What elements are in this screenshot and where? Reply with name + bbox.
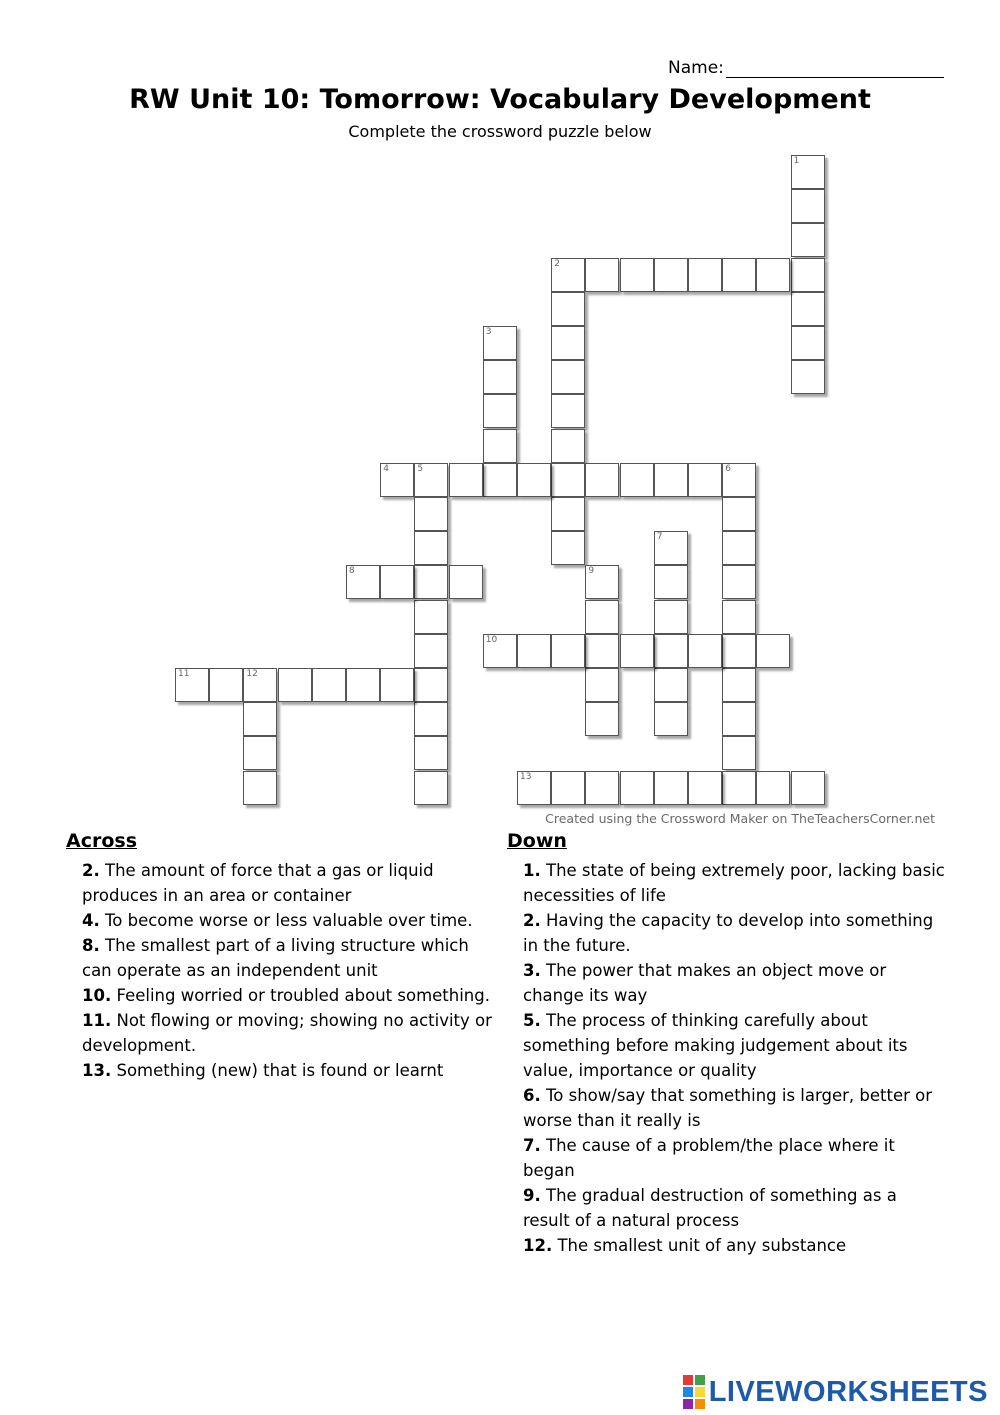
crossword-cell[interactable]: [585, 702, 619, 736]
crossword-cell[interactable]: [791, 360, 825, 394]
crossword-cell[interactable]: [791, 771, 825, 805]
across-clue: [82, 983, 496, 1008]
crossword-cell[interactable]: [483, 634, 517, 668]
crossword-cell[interactable]: [722, 258, 756, 292]
crossword-cell[interactable]: [654, 668, 688, 702]
crossword-cell[interactable]: [791, 292, 825, 326]
name-line[interactable]: [726, 59, 944, 78]
logo-block: [683, 1399, 693, 1409]
crossword-cell[interactable]: [414, 497, 448, 531]
crossword-cell[interactable]: [791, 258, 825, 292]
clue-num: 13.: [82, 1061, 112, 1080]
clue-number: 7: [656, 532, 663, 543]
clue-number: 4: [383, 463, 389, 474]
crossword-cell[interactable]: [551, 463, 585, 497]
crossword-cell[interactable]: [175, 668, 209, 702]
crossword-cell[interactable]: [243, 668, 277, 702]
across-heading: Across: [66, 830, 138, 852]
clue-number: 6: [725, 463, 731, 474]
down-clues: [507, 830, 947, 1258]
crossword-cell[interactable]: [722, 531, 756, 565]
crossword-cell[interactable]: [791, 189, 825, 223]
clue-number: 13: [520, 771, 532, 782]
crossword-cell[interactable]: [585, 258, 619, 292]
crossword-cell[interactable]: [414, 736, 448, 770]
down-clue: [523, 1233, 947, 1258]
crossword-cell[interactable]: [585, 634, 619, 668]
crossword-cell[interactable]: [585, 668, 619, 702]
crossword-cell[interactable]: [551, 292, 585, 326]
crossword-cell[interactable]: [483, 429, 517, 463]
crossword-cell[interactable]: [654, 771, 688, 805]
crossword-cell[interactable]: [380, 668, 414, 702]
worksheet-title: RW Unit 10: Tomorrow: Vocabulary Development: [129, 84, 871, 115]
crossword-cell[interactable]: [517, 463, 551, 497]
crossword-cell[interactable]: [688, 771, 722, 805]
crossword-cell[interactable]: [654, 531, 688, 565]
clue-num: 10.: [82, 986, 112, 1005]
crossword-cell[interactable]: [551, 258, 585, 292]
down-clue: [523, 1008, 947, 1083]
crossword-cell[interactable]: [243, 702, 277, 736]
crossword-cell[interactable]: [483, 326, 517, 360]
across-clue: [82, 858, 496, 908]
crossword-cell[interactable]: [722, 463, 756, 497]
clue-text: The smallest unit of any substance: [552, 1236, 847, 1255]
clue-number: 8: [349, 566, 355, 577]
crossword-cell[interactable]: [449, 463, 483, 497]
crossword-cell[interactable]: [483, 360, 517, 394]
crossword-cell[interactable]: [312, 668, 346, 702]
crossword-cell[interactable]: [654, 463, 688, 497]
clue-text: Something (new) that is found or learnt: [111, 1061, 444, 1080]
crossword-cell[interactable]: [756, 258, 790, 292]
clue-number: 11: [178, 669, 190, 679]
crossword-cell[interactable]: [654, 702, 688, 736]
across-clue: [82, 1008, 496, 1058]
logo-block: [695, 1399, 705, 1409]
crossword-cell[interactable]: [414, 634, 448, 668]
crossword-cell[interactable]: [722, 634, 756, 668]
clue-text: The state of being extremely poor, lacking basic necessities of life: [523, 861, 945, 905]
crossword-cell[interactable]: [243, 736, 277, 770]
crossword-cell[interactable]: [585, 771, 619, 805]
footer-logo: [683, 1375, 988, 1409]
crossword-cell[interactable]: [551, 771, 585, 805]
logo-block: [695, 1387, 705, 1397]
clue-num: 8.: [82, 936, 100, 955]
clue-num: 4.: [82, 911, 100, 930]
crossword-cell[interactable]: [688, 463, 722, 497]
clue-text: Having the capacity to develop into something in the future.: [523, 911, 934, 955]
crossword-cell[interactable]: [620, 771, 654, 805]
clue-number: 12: [246, 669, 258, 679]
crossword-cell[interactable]: [414, 668, 448, 702]
crossword-cell[interactable]: [278, 668, 312, 702]
clue-num: 2.: [82, 861, 100, 880]
crossword-cell[interactable]: [414, 771, 448, 805]
crossword-cell[interactable]: [585, 600, 619, 634]
worksheet-subtitle: Complete the crossword puzzle below: [348, 122, 652, 141]
clue-number: 1: [793, 156, 800, 166]
crossword-cell[interactable]: [722, 702, 756, 736]
crossword-cell[interactable]: [483, 394, 517, 428]
crossword-cell[interactable]: [414, 565, 448, 599]
crossword-cell[interactable]: [551, 531, 585, 565]
crossword-cell[interactable]: [620, 463, 654, 497]
crossword-cell[interactable]: [791, 326, 825, 360]
across-clue: [82, 933, 496, 983]
crossword-cell[interactable]: [585, 463, 619, 497]
clue-number: 10: [485, 634, 498, 645]
crossword-cell[interactable]: [688, 634, 722, 668]
logo-block: [683, 1387, 693, 1397]
crossword-cell[interactable]: [380, 463, 414, 497]
down-clue-list: [507, 858, 947, 1258]
clue-text: The smallest part of a living structure which can operate as an independent unit: [82, 936, 469, 980]
clue-text: The gradual destruction of something as a result of a natural process: [523, 1186, 897, 1230]
crossword-cell[interactable]: [517, 634, 551, 668]
down-clue: [523, 1183, 947, 1233]
logo-icon: [683, 1375, 705, 1409]
brand-name: LIVEWORKSHEETS: [708, 1375, 988, 1408]
crossword-cell[interactable]: [722, 668, 756, 702]
crossword-cell[interactable]: [756, 634, 790, 668]
crossword-cell[interactable]: [414, 702, 448, 736]
crossword-cell[interactable]: [414, 463, 448, 497]
crossword-cell[interactable]: [346, 668, 380, 702]
crossword-cell[interactable]: [551, 326, 585, 360]
down-clue: [523, 1133, 947, 1183]
down-clue: [523, 958, 947, 1008]
across-clue: [82, 1058, 496, 1083]
clue-num: 6.: [523, 1086, 541, 1105]
crossword-cell[interactable]: [551, 360, 585, 394]
clue-text: To show/say that something is larger, better or worse than it really is: [523, 1086, 933, 1130]
crossword-cell[interactable]: [414, 531, 448, 565]
clue-text: The process of thinking carefully about something before making judgement about its value, importance or quality: [523, 1011, 908, 1080]
clue-number: 2: [554, 258, 560, 269]
crossword-cell[interactable]: [722, 771, 756, 805]
crossword-cell[interactable]: [346, 565, 380, 599]
crossword-cell[interactable]: [551, 497, 585, 531]
clue-text: Feeling worried or troubled about something.: [111, 986, 490, 1005]
clue-text: The power that makes an object move or change its way: [523, 961, 887, 1005]
crossword-cell[interactable]: [722, 736, 756, 770]
crossword-cell[interactable]: [654, 600, 688, 634]
clue-num: 7.: [523, 1136, 541, 1155]
crossword-cell[interactable]: [654, 565, 688, 599]
crossword-cell[interactable]: [756, 771, 790, 805]
clue-text: Not flowing or moving; showing no activity or development.: [82, 1011, 492, 1055]
crossword-cell[interactable]: [585, 565, 619, 599]
across-clues: [66, 830, 496, 1083]
crossword-cell[interactable]: [380, 565, 414, 599]
crossword-cell[interactable]: [654, 634, 688, 668]
crossword-cell[interactable]: [517, 771, 551, 805]
crossword-cell[interactable]: [791, 155, 825, 189]
clue-num: 1.: [523, 861, 541, 880]
crossword-cell[interactable]: [551, 429, 585, 463]
crossword-cell[interactable]: [722, 565, 756, 599]
clue-num: 9.: [523, 1186, 541, 1205]
clue-number: 3: [485, 327, 492, 337]
crossword-cell[interactable]: [722, 600, 756, 634]
clue-text: The cause of a problem/the place where it began: [523, 1136, 895, 1180]
crossword-cell[interactable]: [654, 258, 688, 292]
crossword-cell[interactable]: [722, 497, 756, 531]
down-clue: [523, 1083, 947, 1133]
clue-text: To become worse or less valuable over time.: [99, 911, 473, 930]
logo-block: [695, 1375, 705, 1385]
crossword-cell[interactable]: [414, 600, 448, 634]
crossword-cell[interactable]: [551, 634, 585, 668]
clue-number: 9: [588, 566, 595, 577]
credit-text: Created using the Crossword Maker on TheTeachersCorner.net: [545, 811, 935, 826]
crossword-cell[interactable]: [483, 463, 517, 497]
clue-text: The amount of force that a gas or liquid produces in an area or container: [82, 861, 434, 905]
name-field[interactable]: [668, 58, 944, 78]
clue-number: 5: [417, 463, 424, 474]
crossword-cell[interactable]: [620, 634, 654, 668]
clue-num: 2.: [523, 911, 541, 930]
crossword-cell[interactable]: [243, 771, 277, 805]
clue-num: 5.: [523, 1011, 541, 1030]
clue-num: 3.: [523, 961, 541, 980]
logo-block: [683, 1375, 693, 1385]
crossword-cell[interactable]: [209, 668, 243, 702]
down-heading: Down: [507, 830, 567, 852]
clue-num: 12.: [523, 1236, 553, 1255]
crossword-cell[interactable]: [620, 258, 654, 292]
clue-num: 11.: [82, 1011, 112, 1030]
crossword-cell[interactable]: [449, 565, 483, 599]
crossword-cell[interactable]: [791, 223, 825, 257]
crossword-cell[interactable]: [688, 258, 722, 292]
across-clue-list: [66, 858, 496, 1083]
across-clue: [82, 908, 496, 933]
name-label: Name:: [668, 58, 724, 78]
crossword-cell[interactable]: [551, 394, 585, 428]
down-clue: [523, 858, 947, 908]
down-clue: [523, 908, 947, 958]
